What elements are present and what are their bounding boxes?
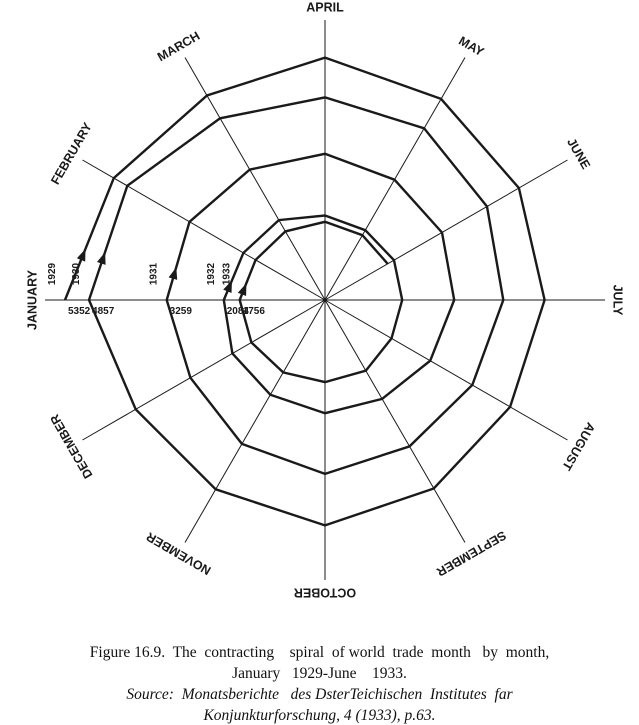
january-value-label: 1756 [242, 306, 265, 317]
arrowhead-1933 [238, 283, 247, 296]
caption-source-line-2: Konjunkturforschung, 4 (1933), p.63. [203, 707, 436, 724]
month-label-june: JUNE [564, 135, 593, 172]
month-label-october: OCTOBER [293, 585, 357, 600]
month-label-september: SEPTEMBER [434, 527, 509, 580]
caption-line-2: January 1929-June 1933. [232, 665, 407, 682]
arrowhead-1930 [97, 252, 106, 265]
year-label-1933: 1933 [221, 262, 233, 286]
year-label-1931: 1931 [148, 262, 160, 286]
arrowhead-1929 [77, 249, 86, 262]
january-value-label: 5352 [68, 306, 91, 317]
series-line-1929 [65, 58, 545, 526]
month-label-november: NOVEMBER [143, 529, 214, 578]
year-label-1929: 1929 [47, 262, 58, 286]
month-label-august: AUGUST [559, 419, 598, 473]
year-label-1932: 1932 [205, 262, 217, 286]
arrowhead-1931 [169, 267, 178, 280]
month-label-july: JULY [610, 284, 625, 316]
caption-line-1: Figure 16.9. The contracting spiral of world trade month by month, [89, 644, 550, 661]
axis-line-september [325, 300, 465, 542]
caption-source-line: Source: Monatsberichte des DsterTeichischen Institutes far [126, 686, 513, 703]
year-label-1930: 1930 [71, 262, 83, 286]
january-value-label: 2084 [226, 306, 250, 317]
month-label-december: DECEMBER [47, 411, 96, 481]
series-line-1933 [240, 222, 388, 300]
series-line-1932 [221, 216, 402, 383]
january-value-label: 4857 [92, 306, 115, 317]
month-label-march: MARCH [154, 28, 203, 65]
axis-line-november [185, 300, 325, 542]
month-label-may: MAY [456, 33, 487, 60]
month-label-february: FEBRUARY [48, 120, 95, 188]
month-label-january: JANUARY [25, 270, 40, 330]
month-label-april: APRIL [306, 0, 344, 15]
january-value-label: 3259 [169, 306, 192, 317]
